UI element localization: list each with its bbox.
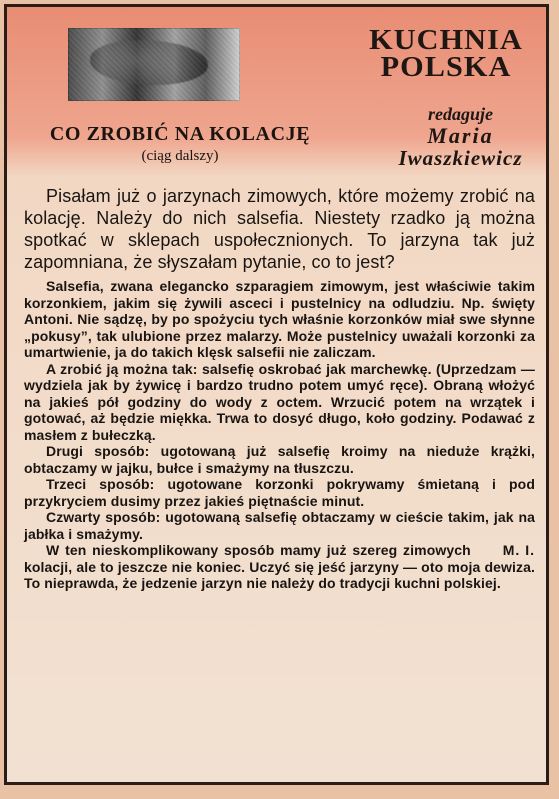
paragraph-3: Drugi sposób: ugotowaną już salsefię kroimy na nieduże krążki, obtaczamy w jajku, bułce i smażymy na tłuszczu. bbox=[24, 443, 535, 476]
paragraph-5: Czwarty sposób: ugotowaną salsefię obtaczamy w cieście takim, jak na jabłka i smażymy. bbox=[24, 509, 535, 542]
column-title-line-1: KUCHNIA bbox=[369, 25, 523, 56]
article-subtitle: (ciąg dalszy) bbox=[141, 148, 219, 164]
signature: M. I. bbox=[502, 542, 535, 558]
paragraph-6 bbox=[24, 542, 535, 592]
editor-name-first: Maria bbox=[427, 122, 494, 148]
portrait-photo bbox=[68, 28, 240, 101]
paragraph-1: Salsefia, zwana elegancko szparagiem zimowym, jest właściwie takim korzonkiem, jakim się żywili asceci i pustelnicy na odludziu. Np. święty Antoni. Nie sądzę, by po spożyciu tych właśnie korzonków miał swe słynne „pokusy”, tak ulubione przez malarzy. Może pustelnicy uważali korzonki za umartwienie, ja do takich klęsk salsefii nie zaliczam. bbox=[24, 278, 535, 360]
lead-paragraph: Pisałam już o jarzynach zimowych, które możemy zrobić na kolację. Należy do nich salsefia. Niestety rzadko ją można spotkać w sklepach uspołecznionych. To jarzyna tak już zapomniana, że słyszałam pytanie, co to jest? bbox=[24, 186, 535, 272]
column-title bbox=[367, 25, 525, 83]
editor-note bbox=[388, 105, 533, 169]
article-body bbox=[24, 185, 535, 592]
editor-name-last: Iwaszkiewicz bbox=[398, 145, 523, 170]
article-title: CO ZROBIĆ NA KOLACJĘ bbox=[49, 123, 311, 145]
paragraph-4: Trzeci sposób: ugotowane korzonki pokrywamy śmietaną i pod przykryciem dusimy przez jakieś piętnaście minut. bbox=[24, 476, 535, 509]
editor-label: redaguje bbox=[428, 104, 493, 124]
article-frame bbox=[4, 4, 549, 785]
column-title-line-2: POLSKA bbox=[380, 51, 512, 83]
header bbox=[7, 7, 549, 179]
paragraph-6-text: W ten nieskomplikowany sposób mamy już szereg zimowych kolacji, ale to jeszcze nie koniec. Uczyć się jeść jarzyny — oto moja dewiza. To nieprawda, że jedzenie jarzyn nie należy do tradycji kuchni polskiej. bbox=[24, 542, 535, 591]
paragraph-2: A zrobić ją można tak: salsefię oskrobać jak marchewkę. (Uprzedzam — wydziela jak by żywicę i bardzo trudno potem umyć ręce). Obraną włożyć na jakieś pół godziny do wody z octem. Wrzucić potem na wrzątek i gotować, aż będzie miękka. Trwa to dosyć długo, koło godziny. Podawać z masłem z bułeczką. bbox=[24, 360, 535, 443]
